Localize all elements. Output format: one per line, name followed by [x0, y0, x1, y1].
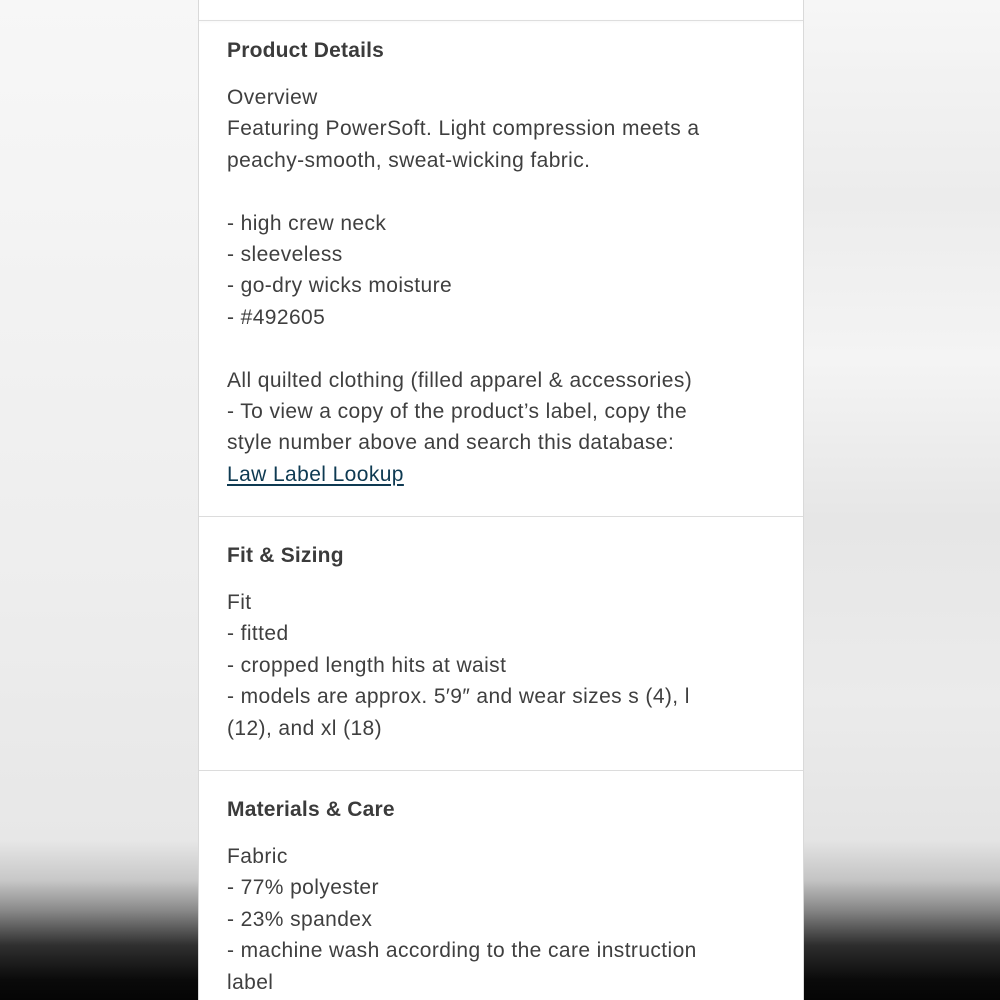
- background-left: [0, 0, 198, 1000]
- law-label-lookup-link[interactable]: Law Label Lookup: [227, 462, 404, 486]
- label-note-line: style number above and search this database:: [227, 431, 675, 455]
- fit-sizing-section: [199, 543, 803, 744]
- fit-item: (12), and xl (18): [227, 716, 383, 740]
- fit-label: Fit: [227, 591, 252, 614]
- feature-item: - high crew neck: [227, 211, 387, 235]
- description-line: peachy-smooth, sweat-wicking fabric.: [227, 148, 591, 172]
- fit-sizing-heading: Fit & Sizing: [227, 544, 344, 567]
- top-divider: [199, 20, 803, 21]
- section-divider: [199, 770, 803, 771]
- feature-item: - go-dry wicks moisture: [227, 274, 453, 298]
- fit-item: - models are approx. 5′9″ and wear sizes s (4), l: [227, 685, 690, 709]
- product-details-heading: Product Details: [227, 39, 385, 62]
- background-right: [804, 0, 1000, 1000]
- fit-item: - fitted: [227, 622, 289, 646]
- label-note-line: All quilted clothing (filled apparel & accessories): [227, 368, 693, 392]
- material-item: - 77% polyester: [227, 876, 379, 900]
- materials-care-heading: Materials & Care: [227, 798, 395, 821]
- description-line: Featuring PowerSoft. Light compression meets a: [227, 117, 700, 141]
- section-divider: [199, 516, 803, 517]
- care-item: label: [227, 970, 274, 994]
- product-details-section: [199, 38, 803, 490]
- product-info-panel: [198, 0, 804, 1000]
- style-number: - #492605: [227, 305, 326, 329]
- materials-care-section: [199, 797, 803, 998]
- care-item: - machine wash according to the care instruction: [227, 939, 697, 963]
- feature-item: - sleeveless: [227, 243, 343, 267]
- label-note-line: - To view a copy of the product’s label, copy the: [227, 400, 688, 424]
- material-item: - 23% spandex: [227, 907, 373, 931]
- fabric-label: Fabric: [227, 845, 288, 868]
- overview-label: Overview: [227, 86, 318, 109]
- fit-item: - cropped length hits at waist: [227, 653, 507, 677]
